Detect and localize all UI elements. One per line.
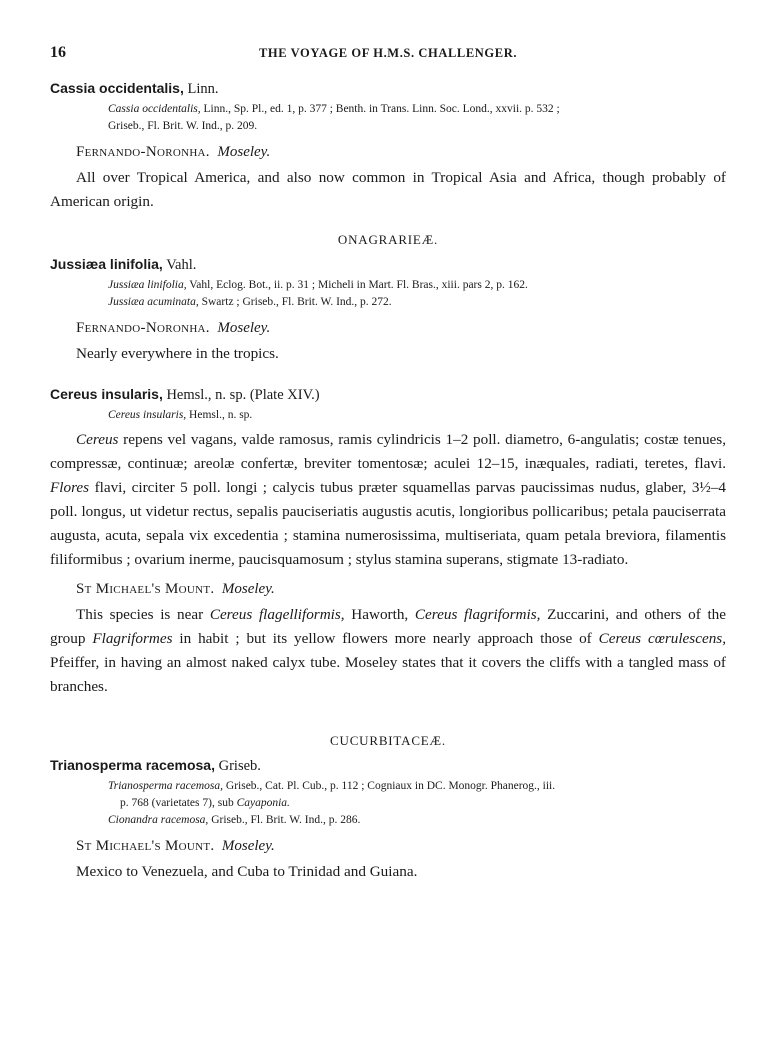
- references-cereus: [108, 407, 726, 424]
- note-text: in habit ; but its yellow flowers more nearly approach those of: [172, 630, 599, 647]
- family-heading-cucurbitaceae: CUCURBITACEÆ.: [330, 733, 446, 748]
- reference-synonym: Cassia occidentalis,: [108, 103, 201, 115]
- reference-line: [108, 101, 726, 118]
- note-jussiaea: Nearly everywhere in the tropics.: [76, 345, 279, 362]
- species-heading-cassia: [50, 78, 726, 99]
- description-cereus: [50, 428, 726, 572]
- locality-name: Fernando-Noronha.: [76, 320, 210, 336]
- reference-line: [108, 407, 726, 424]
- reference-line: [108, 277, 726, 294]
- reference-text: Griseb., Fl. Brit. W. Ind., p. 286.: [208, 814, 361, 826]
- species-author: Hemsl., n. sp. (Plate XIV.): [162, 387, 320, 403]
- reference-text: Vahl, Eclog. Bot., ii. p. 31 ; Micheli in Mart. Fl. Bras., xiii. pars 2, p. 162.: [186, 279, 528, 291]
- running-title: THE VOYAGE OF H.M.S. CHALLENGER.: [258, 46, 518, 60]
- reference-line: [108, 294, 726, 311]
- collector-name: Moseley.: [217, 144, 271, 160]
- collector-name: Moseley.: [221, 581, 275, 597]
- locality-cereus: [76, 579, 726, 599]
- reference-synonym: Cayaponia.: [236, 797, 290, 809]
- reference-synonym: Jussiæa linifolia,: [108, 279, 187, 291]
- locality-name: St Michael's Mount.: [76, 581, 215, 597]
- note-text: This species is near: [76, 606, 210, 623]
- description-text: flavi, circiter 5 poll. longi ; calycis tubus præter squamellas parvas paucissimas nudus, glaber, 3½–4 poll. longus, ut videtur rectus, sepalis pauciseriatis augustis acutis, longioribus pollicaribus; petala pauciserrata augusta, acuta, sepala vix excedentia ; stamina numerosissima, multiseriata, quam petala breviora, filamentis filiformibus ; ovarium inerme, paucisquamosum ; stylus stamina superans, stigmate 13-radiato.: [50, 479, 726, 568]
- reference-line: [108, 812, 726, 829]
- description-term: Flores: [50, 479, 90, 496]
- locality-name: Fernando-Noronha.: [76, 144, 210, 160]
- page-header: [50, 44, 726, 68]
- collector-name: Moseley.: [217, 320, 271, 336]
- reference-synonym: Trianosperma racemosa,: [108, 780, 224, 792]
- note-species: Cereus flagelliformis,: [209, 606, 345, 623]
- note-cereus: [50, 603, 726, 699]
- locality-trianosperma: [76, 836, 726, 856]
- reference-line: Griseb., Fl. Brit. W. Ind., p. 209.: [108, 120, 258, 132]
- page-number: 16: [50, 44, 66, 61]
- reference-text: p. 768 (varietates 7), sub: [120, 797, 237, 809]
- species-name: Jussiæa linifolia,: [50, 256, 163, 272]
- reference-line: [108, 778, 726, 795]
- references-trianosperma: [108, 778, 726, 829]
- species-heading-cereus: [50, 384, 726, 405]
- locality-jussiaea: [76, 318, 726, 338]
- species-author: Vahl.: [162, 257, 197, 273]
- reference-text: Swartz ; Griseb., Fl. Brit. W. Ind., p. 272.: [198, 296, 392, 308]
- reference-synonym: Jussiæa acuminata,: [108, 296, 199, 308]
- description-text: repens vel vagans, valde ramosus, ramis cylindricis 1–2 poll. diametro, 6-angulatis; costæ tenues, compressæ, continuæ; areolæ confertæ, breviter tomentosæ; aculei 12–15, inæquales, radiati, teretes, flavi.: [50, 431, 726, 472]
- note-species: Cereus cœrulescens,: [598, 630, 726, 647]
- species-heading-trianosperma: [50, 755, 726, 776]
- collector-name: Moseley.: [221, 838, 275, 854]
- species-name: Cereus insularis,: [50, 386, 163, 402]
- note-species: Cereus flagriformis,: [414, 606, 541, 623]
- species-heading-jussiaea: [50, 254, 726, 275]
- note-text: Zuccarini, and others of the group: [50, 606, 726, 647]
- references-cassia: [108, 101, 726, 135]
- species-name: Trianosperma racemosa,: [50, 757, 215, 773]
- family-heading-onagrarieae: ONAGRARIEÆ.: [337, 232, 439, 247]
- species-author: Linn.: [183, 81, 219, 97]
- note-species: Flagriformes: [92, 630, 173, 647]
- locality-name: St Michael's Mount.: [76, 838, 215, 854]
- reference-synonym: Cionandra racemosa,: [108, 814, 209, 826]
- reference-line: [108, 795, 726, 812]
- note-text: Haworth,: [344, 606, 415, 623]
- locality-cassia: [76, 142, 726, 162]
- species-author: Griseb.: [214, 758, 261, 774]
- references-jussiaea: [108, 277, 726, 311]
- note-cassia: All over Tropical America, and also now common in Tropical Asia and Africa, though probably of American origin.: [50, 169, 726, 210]
- genus-name: Cereus: [76, 431, 119, 448]
- note-trianosperma: Mexico to Venezuela, and Cuba to Trinidad and Guiana.: [76, 863, 418, 880]
- reference-text: Linn., Sp. Pl., ed. 1, p. 377 ; Benth. in Trans. Linn. Soc. Lond., xxvii. p. 532 ;: [200, 103, 560, 115]
- page: [50, 44, 726, 884]
- reference-text: Hemsl., n. sp.: [186, 409, 253, 421]
- reference-text: Griseb., Cat. Pl. Cub., p. 112 ; Cogniaux in DC. Monogr. Phanerog., iii.: [223, 780, 556, 792]
- reference-synonym: Cereus insularis,: [108, 409, 187, 421]
- note-text: Pfeiffer, in having an almost naked calyx tube. Moseley states that it covers the cliffs with a tangled mass of branches.: [50, 654, 726, 695]
- species-name: Cassia occidentalis,: [50, 80, 184, 96]
